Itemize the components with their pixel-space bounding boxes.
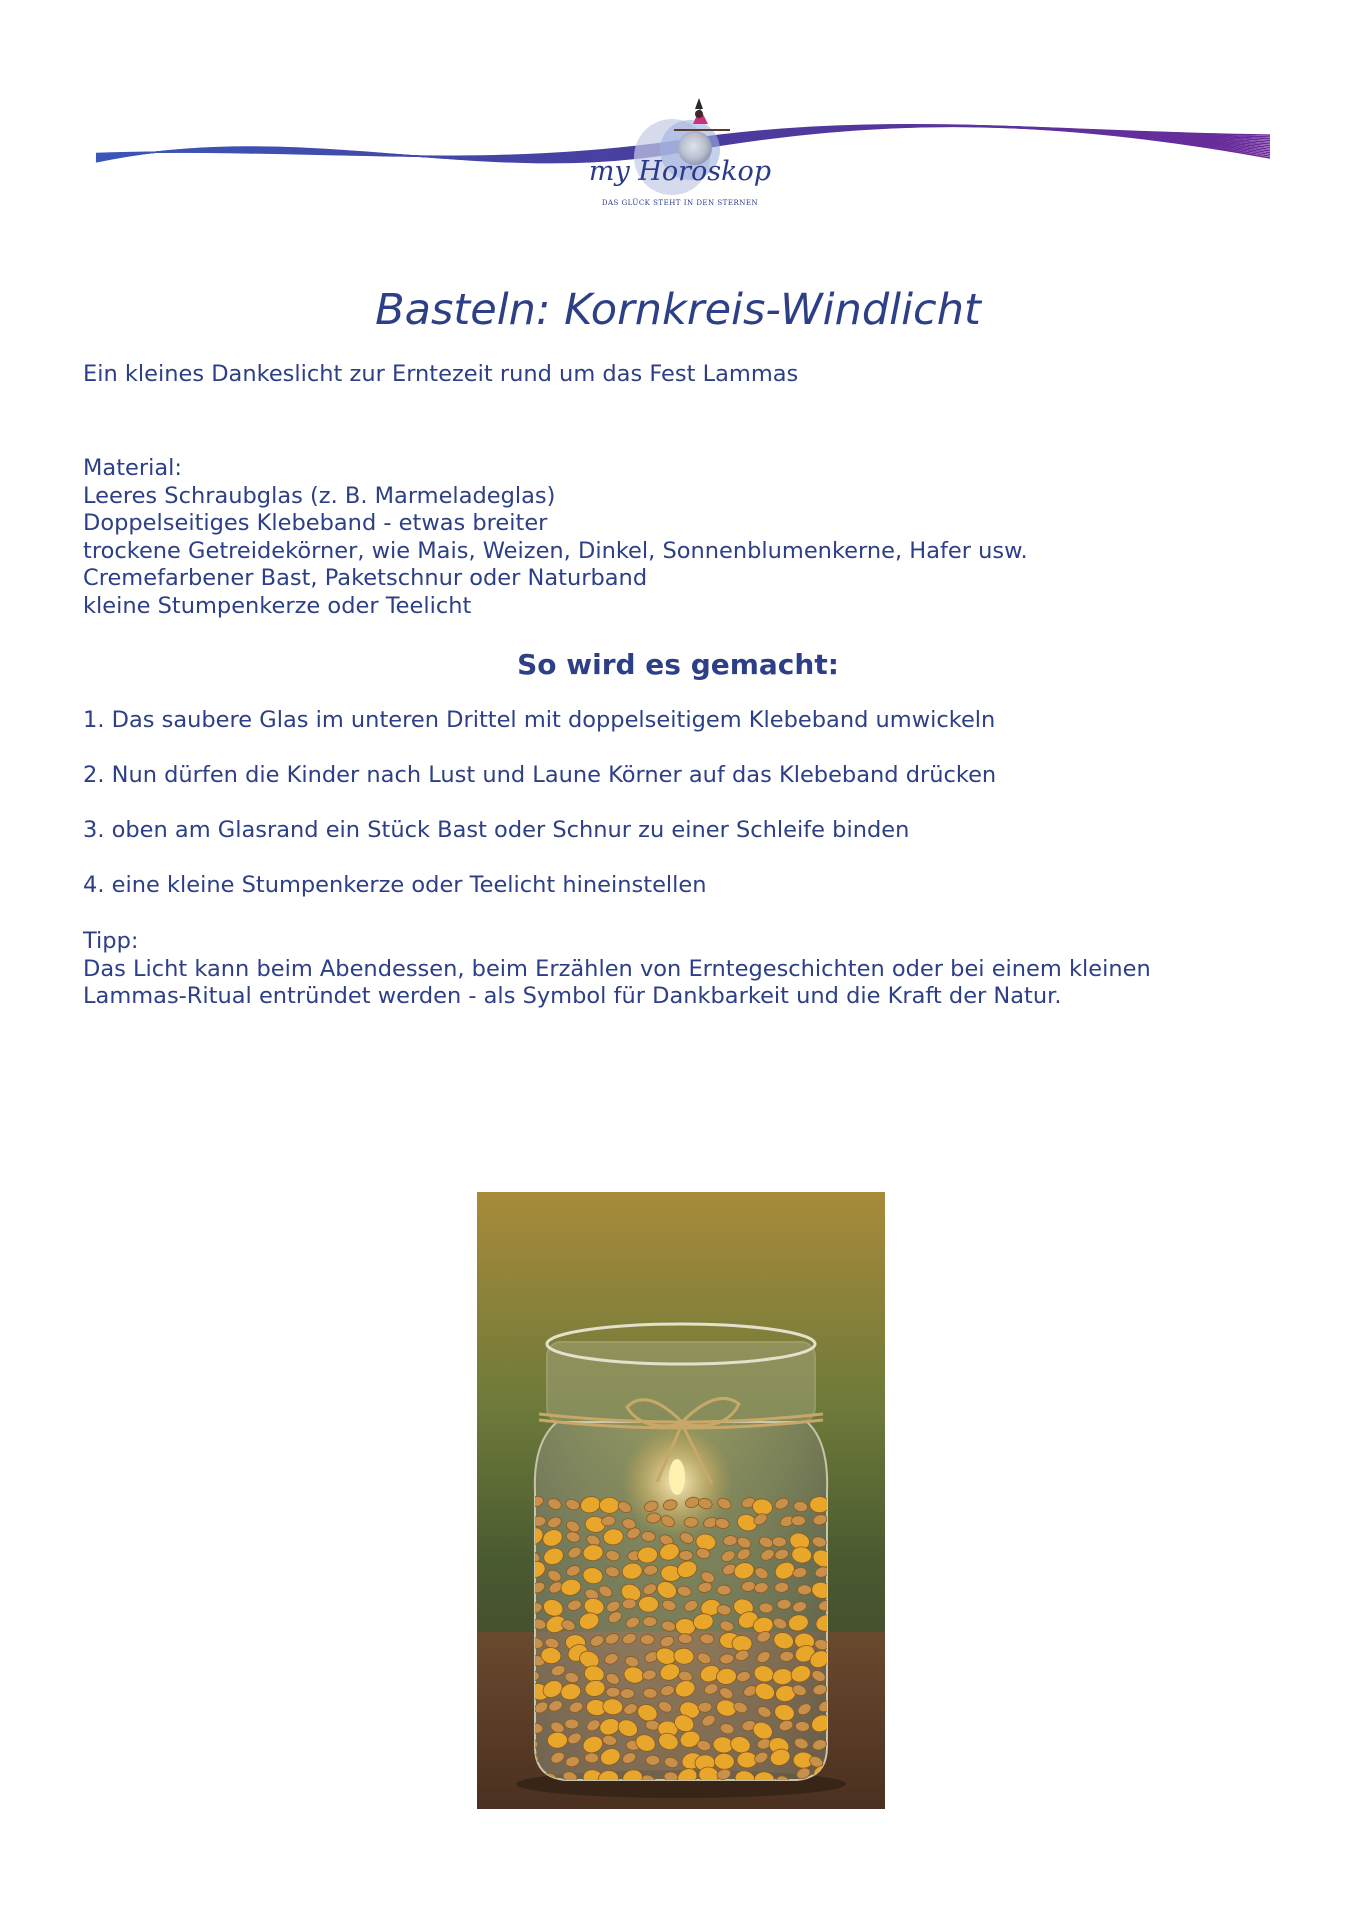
grain-kernel — [732, 1635, 753, 1652]
material-item: Cremefarbener Bast, Paketschnur oder Naturband — [83, 565, 648, 591]
instructions-heading: So wird es gemacht: — [517, 648, 839, 681]
grain-kernel — [772, 1537, 787, 1548]
instruction-step: 3. oben am Glasrand ein Stück Bast oder Schnur zu einer Schleife binden — [83, 817, 910, 843]
grain-kernel — [565, 1719, 579, 1729]
tip-line: Lammas-Ritual entründet werden - als Symbol für Dankbarkeit und die Kraft der Natur. — [83, 983, 1062, 1009]
grain-kernel — [777, 1599, 792, 1610]
logo-wordmark: my Horoskop — [588, 156, 772, 187]
grain-kernel — [737, 1752, 757, 1768]
material-item: trockene Getreidekörner, wie Mais, Weizen, Dinkel, Sonnenblumenkerne, Hafer usw. — [83, 537, 1028, 564]
grain-kernel — [620, 1689, 634, 1699]
grain-kernel — [643, 1617, 657, 1627]
grain-kernel — [684, 1517, 698, 1527]
grain-kernel — [622, 1599, 637, 1610]
material-item: kleine Stumpenkerze oder Teelicht — [83, 592, 472, 619]
page-header — [0, 0, 1356, 230]
logo-tagline: DAS GLÜCK STEHT IN DEN STERNEN — [601, 199, 759, 207]
grain-kernel — [643, 1688, 658, 1699]
tip-line: Das Licht kann beim Abendessen, beim Erzählen von Erntegeschichten oder bei einem kleinen — [83, 955, 1151, 982]
wave-banner — [0, 0, 1356, 230]
grain-kernel — [646, 1755, 660, 1765]
grain-kernel — [585, 1753, 599, 1763]
grain-kernel — [679, 1550, 693, 1560]
grain-kernel — [606, 1687, 620, 1697]
grain-kernel — [640, 1635, 654, 1645]
instructions-list — [83, 707, 996, 927]
material-section — [83, 455, 1028, 620]
grain-kernel — [797, 1585, 811, 1595]
grain-kernel — [795, 1721, 810, 1732]
intro-text: Ein kleines Dankeslicht zur Erntezeit rund um das Fest Lammas — [83, 361, 799, 387]
tip-label: Tipp: — [83, 928, 139, 954]
material-label: Material: — [83, 455, 182, 481]
instruction-step: 4. eine kleine Stumpenkerze oder Teelicht hineinstellen — [83, 872, 707, 898]
page-title: Basteln: Kornkreis-Windlicht — [375, 285, 981, 335]
grain-kernel — [639, 1596, 659, 1612]
grain-kernel — [599, 1497, 619, 1513]
instruction-step: 1. Das saubere Glas im unteren Drittel mit doppelseitigem Klebeband umwickeln — [83, 707, 996, 733]
material-item: Doppelseitiges Klebeband - etwas breiter — [83, 510, 548, 536]
grain-kernel — [810, 1497, 830, 1513]
grain-kernel — [717, 1585, 731, 1595]
material-item: Leeres Schraubglas (z. B. Marmeladeglas) — [83, 482, 556, 509]
tip-section — [83, 928, 1151, 1011]
instruction-step: 2. Nun dürfen die Kinder nach Lust und Laune Körner auf das Klebeband drücken — [83, 762, 997, 788]
corn-jar-lantern-photo — [477, 1192, 885, 1809]
grain-kernel — [791, 1516, 805, 1526]
grain-kernel — [547, 1732, 568, 1749]
